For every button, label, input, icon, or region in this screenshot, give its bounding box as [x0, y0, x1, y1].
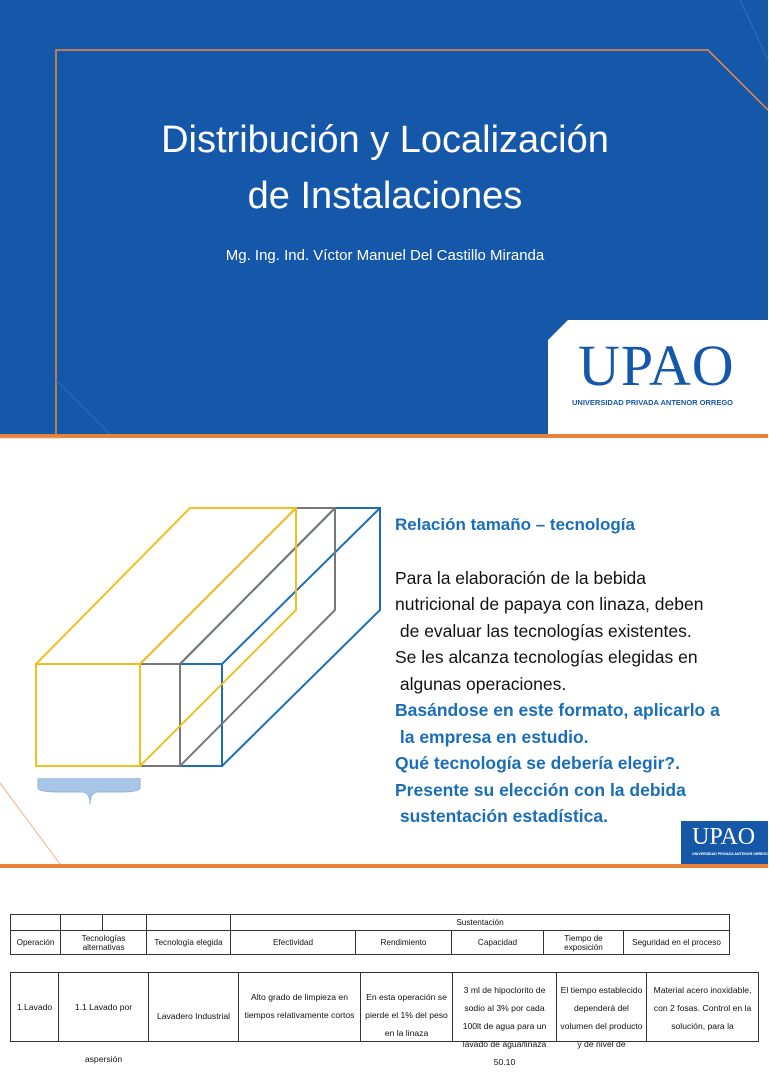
cell-text: El tiempo establecido dependerá del volumen del producto y de nivel de: [560, 985, 643, 1049]
table-cell: [557, 973, 647, 1049]
paragraph-line: Para la elaboración de la bebida: [395, 567, 647, 588]
content-slide: [0, 438, 768, 864]
table-cell: [59, 973, 149, 1064]
cell-text: 1.1 Lavado por aspersión: [74, 1002, 133, 1064]
title-line-2: de Instalaciones: [247, 175, 523, 217]
cell-text: 1.Lavado: [16, 1002, 53, 1012]
emphasis-line: Qué tecnología se debería elegir?.: [395, 753, 680, 773]
emphasis-line: Presente su elección con la debida: [395, 779, 686, 800]
column-header: Efectividad: [231, 931, 356, 955]
table-cell: [647, 973, 759, 1042]
logo-subtitle: UNIVERSIDAD PRIVADA ANTENOR ORREGO: [572, 398, 733, 407]
paragraph-line: nutricional de papaya con linaza, deben: [395, 594, 704, 614]
paragraph-line: algunas operaciones.: [395, 673, 567, 694]
upao-logo-small: [681, 821, 768, 864]
column-header: Operación: [11, 931, 61, 955]
column-header: Tecnologías alternativas: [61, 931, 147, 955]
author-name: Mg. Ing. Ind. Víctor Manuel Del Castillo Miranda: [225, 247, 545, 264]
table-cell: [453, 973, 557, 1067]
cell-text: Alto grado de limpieza en tiempos relativamente cortos: [244, 992, 355, 1020]
table-slide: [0, 868, 768, 1067]
cell-text: Material acero inoxidable, con 2 fosas. Control en la solución, para la: [653, 985, 752, 1031]
header-table: [10, 914, 730, 955]
cell-text: 3 ml de hipoclorito de sodio al 3% por cada 100lt de agua para un lavado de agua/linaza 50.10: [462, 985, 547, 1067]
emphasis-line: la empresa en estudio.: [395, 726, 589, 747]
table-cell: [361, 973, 453, 1042]
emphasis-line: Basándose en este formato, aplicarlo a: [395, 700, 720, 720]
paragraph-line: Se les alcanza tecnologías elegidas en: [395, 647, 698, 667]
slide-title: [60, 112, 710, 224]
logo-text: UPAO: [692, 824, 756, 850]
column-header: Seguridad en el proceso: [624, 931, 730, 955]
empty-cell: [61, 915, 103, 931]
title-line-1: Distribución y Localización: [161, 119, 609, 161]
slide-text: [395, 512, 765, 830]
logo-subtitle: UNIVERSIDAD PRIVADA ANTENOR ORREGO: [692, 852, 769, 856]
emphasis-line: sustentación estadística.: [395, 806, 608, 826]
table-cell: [149, 973, 239, 1042]
column-header: Tecnología elegida: [147, 931, 231, 955]
cell-text: Lavadero Industrial: [156, 1011, 231, 1021]
empty-cell: [147, 915, 231, 931]
column-header: Rendimiento: [356, 931, 452, 955]
sustentacion-header: Sustentación: [231, 915, 730, 931]
logo-text: UPAO: [578, 333, 735, 398]
table-cell: [11, 973, 59, 1042]
column-header: Capacidad: [452, 931, 544, 955]
slide-subtitle: Relación tamaño – tecnología: [395, 515, 635, 534]
upao-logo: [548, 320, 768, 434]
empty-cell: [11, 915, 61, 931]
data-table: [10, 972, 759, 1067]
column-header: Tiempo de exposición: [544, 931, 624, 955]
paragraph-line: de evaluar las tecnologías existentes.: [395, 620, 692, 641]
table-cell: [239, 973, 361, 1042]
cell-text: En esta operación se pierde el 1% del peso en la linaza: [365, 992, 448, 1038]
table-row: [11, 973, 759, 1042]
title-slide: [0, 0, 768, 434]
empty-cell: [103, 915, 147, 931]
